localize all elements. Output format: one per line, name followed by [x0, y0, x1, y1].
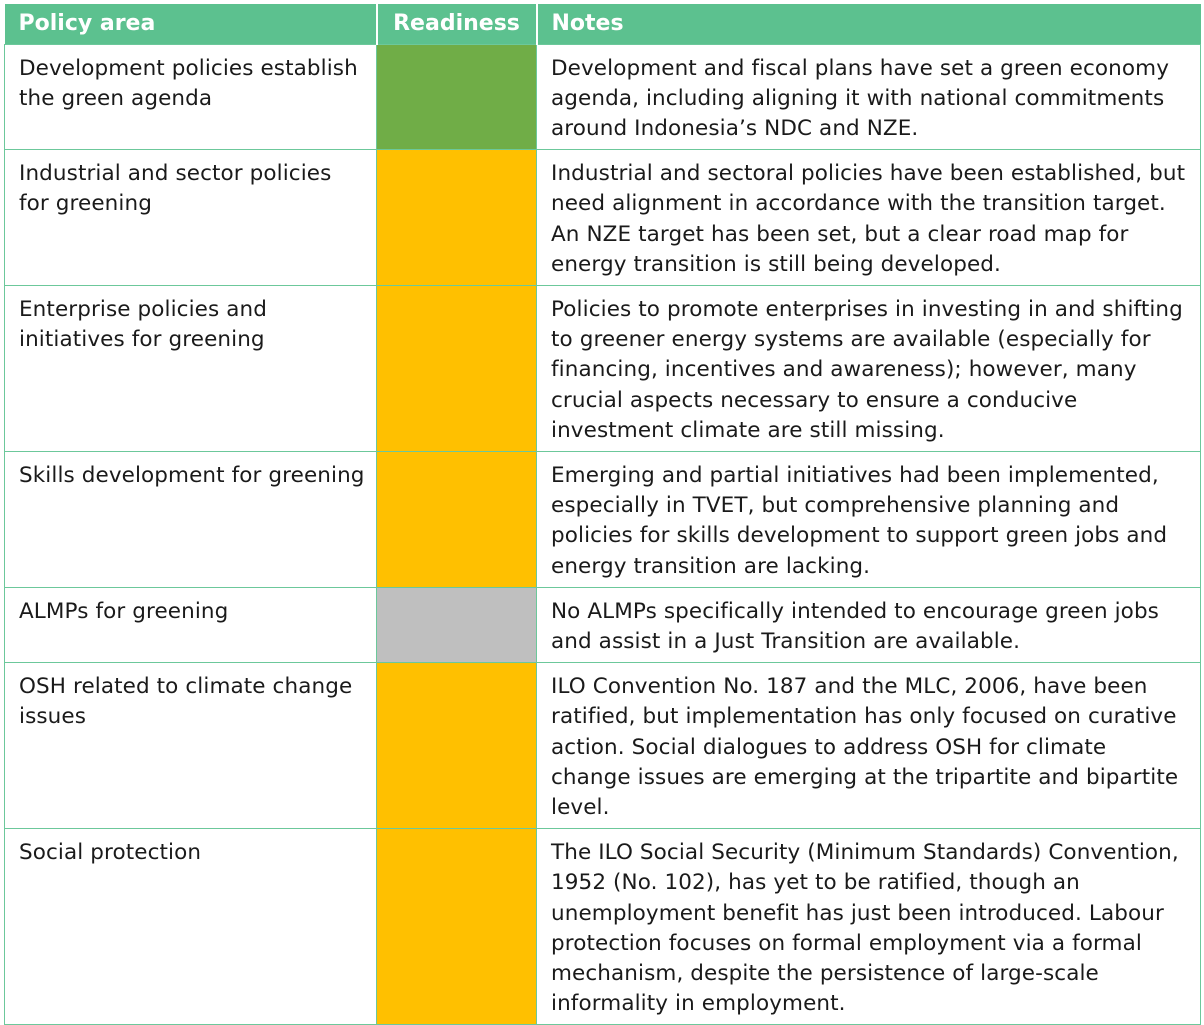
policy-area-cell: Social protection: [5, 829, 377, 1025]
policy-area-cell: OSH related to climate change issues: [5, 663, 377, 829]
header-readiness: Readiness: [377, 4, 537, 44]
notes-cell: Industrial and sectoral policies have been established, but need alignment in accordance with the transition target. An NZE target has been set, but a clear road map for energy transition is still being developed.: [537, 150, 1201, 286]
readiness-indicator: [377, 587, 537, 662]
policy-area-cell: Development policies establish the green agenda: [5, 44, 377, 150]
policy-readiness-table: [4, 4, 1201, 1025]
policy-area-cell: Enterprise policies and initiatives for greening: [5, 285, 377, 451]
readiness-indicator: [377, 829, 537, 1025]
readiness-swatch: [377, 150, 536, 285]
table-row: [5, 451, 1201, 587]
readiness-indicator: [377, 285, 537, 451]
readiness-swatch: [377, 829, 536, 1024]
notes-cell: Development and fiscal plans have set a green economy agenda, including aligning it with national commitments around Indonesia’s NDC and NZE.: [537, 44, 1201, 150]
header-row: [5, 4, 1201, 44]
readiness-swatch: [377, 286, 536, 451]
readiness-swatch: [377, 45, 536, 150]
table-row: [5, 285, 1201, 451]
notes-cell: No ALMPs specifically intended to encourage green jobs and assist in a Just Transition are available.: [537, 587, 1201, 662]
table-row: [5, 150, 1201, 286]
table-row: [5, 44, 1201, 150]
notes-cell: Emerging and partial initiatives had been implemented, especially in TVET, but comprehensive planning and policies for skills development to support green jobs and energy transition are lacking.: [537, 451, 1201, 587]
notes-cell: Policies to promote enterprises in investing in and shifting to greener energy systems are available (especially for financing, incentives and awareness); however, many crucial aspects necessary to ensure a conducive investment climate are still missing.: [537, 285, 1201, 451]
table-row: [5, 663, 1201, 829]
notes-cell: The ILO Social Security (Minimum Standards) Convention, 1952 (No. 102), has yet to be ratified, though an unemployment benefit has just been introduced. Labour protection focuses on formal employment via a formal mechanism, despite the persistence of large-scale informality in employment.: [537, 829, 1201, 1025]
readiness-swatch: [377, 452, 536, 587]
policy-area-cell: Industrial and sector policies for greening: [5, 150, 377, 286]
header-notes: Notes: [537, 4, 1201, 44]
table-row: [5, 587, 1201, 662]
policy-area-cell: Skills development for greening: [5, 451, 377, 587]
notes-cell: ILO Convention No. 187 and the MLC, 2006, have been ratified, but implementation has only focused on curative action. Social dialogues to address OSH for climate change issues are emerging at the tripartite and bipartite level.: [537, 663, 1201, 829]
policy-area-cell: ALMPs for greening: [5, 587, 377, 662]
table-row: [5, 829, 1201, 1025]
readiness-indicator: [377, 44, 537, 150]
header-policy-area: Policy area: [5, 4, 377, 44]
readiness-indicator: [377, 451, 537, 587]
readiness-indicator: [377, 663, 537, 829]
readiness-indicator: [377, 150, 537, 286]
readiness-swatch: [377, 588, 536, 662]
readiness-swatch: [377, 663, 536, 828]
